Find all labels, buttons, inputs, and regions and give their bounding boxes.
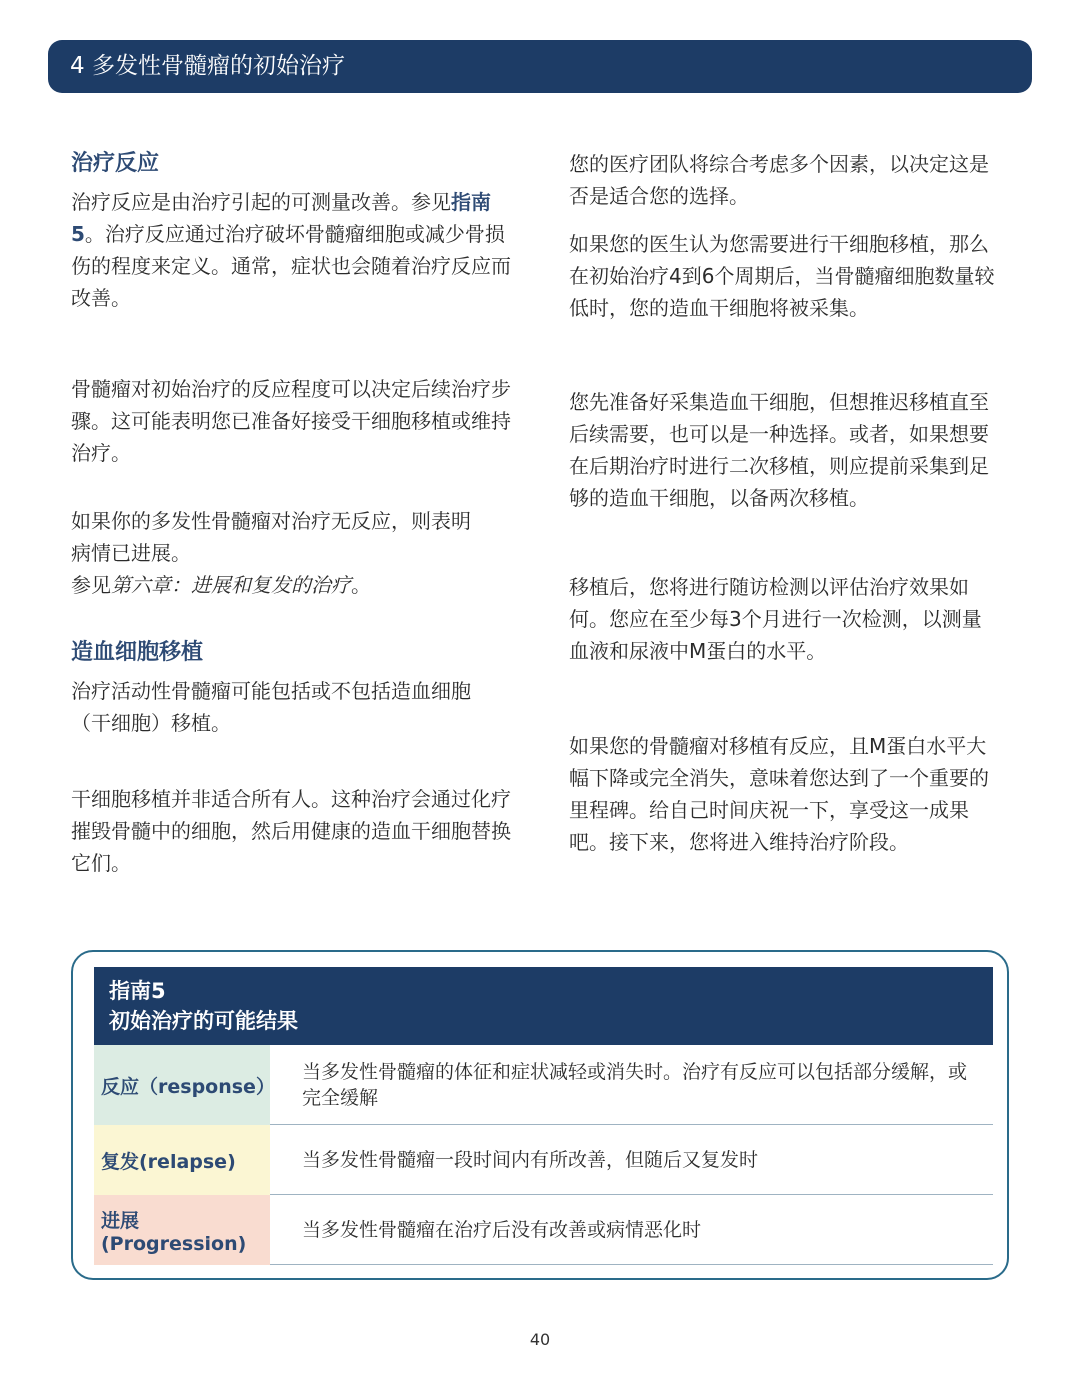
paragraph-delay-transplant: 您先准备好采集造血干细胞，但想推迟移植直至后续需要，也可以是一种选择。或者，如果想要在后期治疗时进行二次移植，则应提前采集到足够的造血干细胞，以备两次移植。 — [569, 390, 989, 510]
left-paragraph-3 — [71, 505, 471, 601]
right-paragraph-2 — [569, 228, 1001, 324]
row-divider — [270, 1264, 993, 1265]
paragraph-response-degree: 骨髓瘤对初始治疗的反应程度可以决定后续治疗步骤。这可能表明您已准备好接受干细胞移植或维持治疗。 — [71, 377, 511, 465]
chapter-header — [48, 40, 1032, 93]
chapter-6-link[interactable]: 第六章：进展和复发的治疗 — [111, 573, 351, 597]
guide-row-desc: 当多发性骨髓瘤一段时间内有所改善，但随后又复发时 — [302, 1149, 759, 1171]
left-section-2 — [71, 637, 471, 739]
guide-5-link[interactable]: 指南5 — [71, 190, 491, 246]
paragraph-collection-timing: 如果您的医生认为您需要进行干细胞移植，那么在初始治疗4到6个周期后，当骨髓瘤细胞数量较低时，您的造血干细胞将被采集。 — [569, 232, 995, 320]
chapter-title: 4 多发性骨髓瘤的初始治疗 — [70, 53, 345, 79]
paragraph-milestone: 如果您的骨髓瘤对移植有反应，且M蛋白水平大幅下降或完全消失，意味着您达到了一个重要的里程碑。给自己时间庆祝一下，享受这一成果吧。接下来，您将进入维持治疗阶段。 — [569, 734, 989, 854]
paragraph-transplant-not-for-all: 干细胞移植并非适合所有人。这种治疗会通过化疗摧毁骨髓中的细胞，然后用健康的造血干细胞替换它们。 — [71, 787, 511, 875]
right-paragraph-5 — [569, 730, 1001, 858]
guide-5-subtitle: 初始治疗的可能结果 — [109, 1009, 298, 1033]
guide-row-desc: 当多发性骨髓瘤在治疗后没有改善或病情恶化时 — [302, 1219, 702, 1241]
guide-row-label: 进展(Progression) — [94, 1195, 270, 1265]
paragraph-team-decision: 您的医疗团队将综合考虑多个因素，以决定这是否是适合您的选择。 — [569, 152, 989, 208]
guide-row-desc: 当多发性骨髓瘤的体征和症状减轻或消失时。治疗有反应可以包括部分缓解，或完全缓解 — [302, 1061, 968, 1109]
chapter-6-reference: 参见第六章：进展和复发的治疗。 — [71, 573, 371, 597]
left-paragraph-5 — [71, 783, 511, 879]
paragraph-no-response: 如果你的多发性骨髓瘤对治疗无反应，则表明病情已进展。 — [71, 509, 471, 565]
paragraph-follow-up-testing: 移植后，您将进行随访检测以评估治疗效果如何。您应在至少每3个月进行一次检测，以测量血液和尿液中M蛋白的水平。 — [569, 575, 982, 663]
heading-treatment-response: 治疗反应 — [71, 151, 160, 176]
right-paragraph-4 — [569, 571, 1001, 667]
left-paragraph-2 — [71, 373, 511, 469]
right-paragraph-1 — [569, 148, 1001, 212]
guide-row-label: 复发(relapse) — [94, 1125, 270, 1195]
guide-row-response — [94, 1045, 993, 1125]
guide-5-title: 指南5 — [109, 979, 166, 1003]
guide-row-label: 反应（response） — [94, 1045, 270, 1125]
page-number: 40 — [529, 1330, 551, 1349]
guide-row-relapse — [94, 1125, 993, 1195]
guide-5-header — [94, 967, 993, 1045]
right-paragraph-3 — [569, 386, 1001, 514]
guide-row-progression — [94, 1195, 993, 1265]
heading-stem-cell-transplant: 造血细胞移植 — [71, 640, 204, 665]
paragraph-treatment-response: 治疗反应是由治疗引起的可测量改善。参见指南5。治疗反应通过治疗破坏骨髓瘤细胞或减少骨损伤的程度来定义。通常，症状也会随着治疗反应而改善。 — [71, 190, 511, 310]
paragraph-transplant-option: 治疗活动性骨髓瘤可能包括或不包括造血细胞（干细胞）移植。 — [71, 679, 471, 735]
left-section-1 — [71, 148, 511, 314]
